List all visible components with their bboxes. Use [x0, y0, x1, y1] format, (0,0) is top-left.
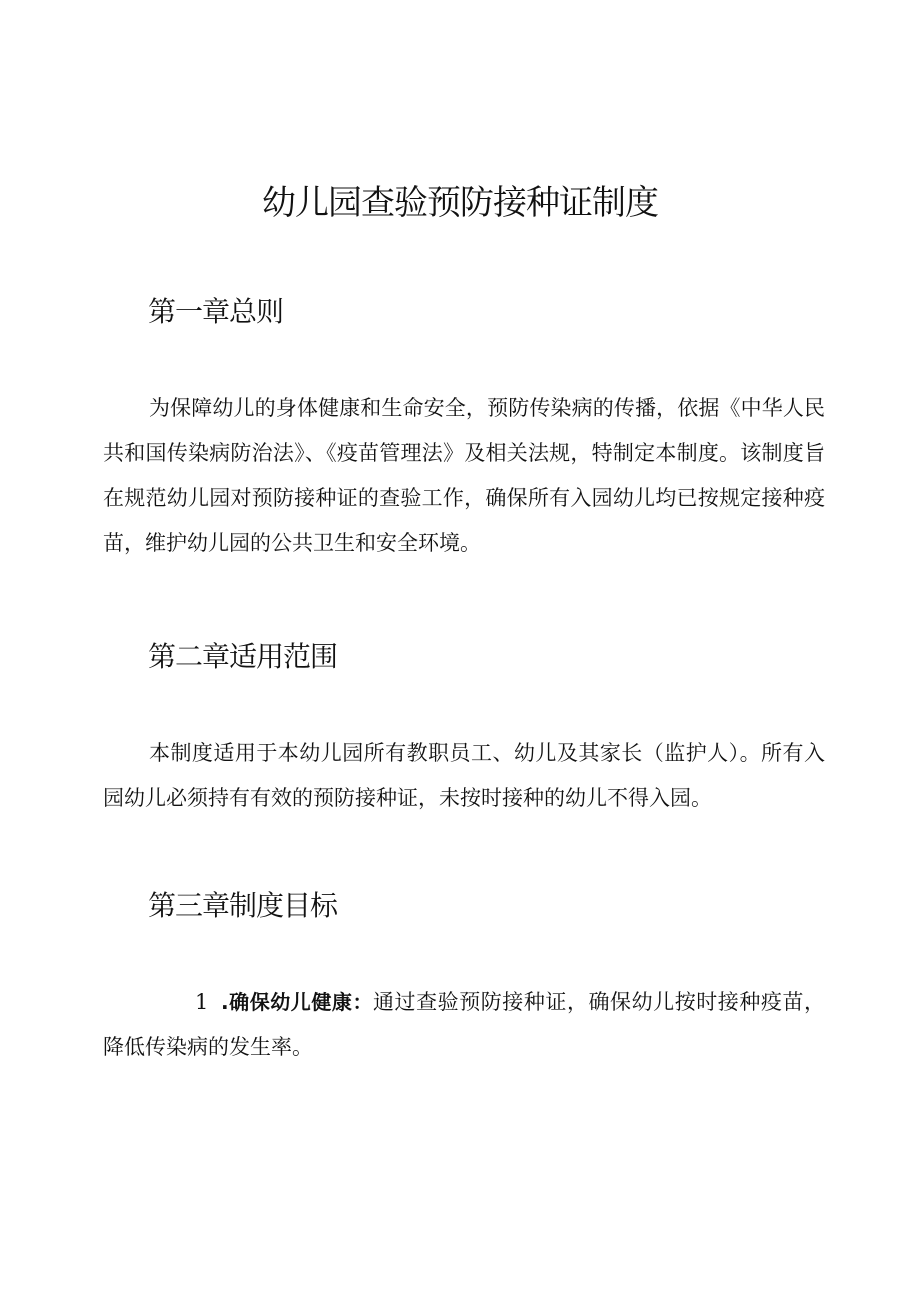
item-text: 通过查验预防接种证，确保幼儿按时接种疫苗，降低传染病的发生率。: [103, 990, 825, 1059]
chapter-1-paragraph: 为保障幼儿的身体健康和生命安全，预防传染病的传播，依据《中华人民共和国传染病防治法》、《疫苗管理法》及相关法规，特制定本制度。该制度旨在规范幼儿园对预防接种证的查验工作，确保所有入园幼儿均已按规定接种疫苗，维护幼儿园的公共卫生和安全环境。: [103, 396, 825, 555]
chapter-2-heading: 第二章适用范围: [148, 640, 338, 673]
chapter-2-paragraph: 本制度适用于本幼儿园所有教职员工、幼儿及其家长（监护人）。所有入园幼儿必须持有有效的预防接种证，未按时接种的幼儿不得入园。: [103, 741, 825, 810]
chapter-3-heading: 第三章制度目标: [148, 889, 338, 922]
chapter-1-heading: 第一章总则: [148, 295, 284, 328]
document-title: 幼儿园查验预防接种证制度: [262, 183, 658, 223]
item-heading: .确保幼儿健康：: [221, 990, 373, 1014]
chapter-3-item-1: [103, 980, 825, 1070]
item-number: 1: [195, 990, 209, 1014]
